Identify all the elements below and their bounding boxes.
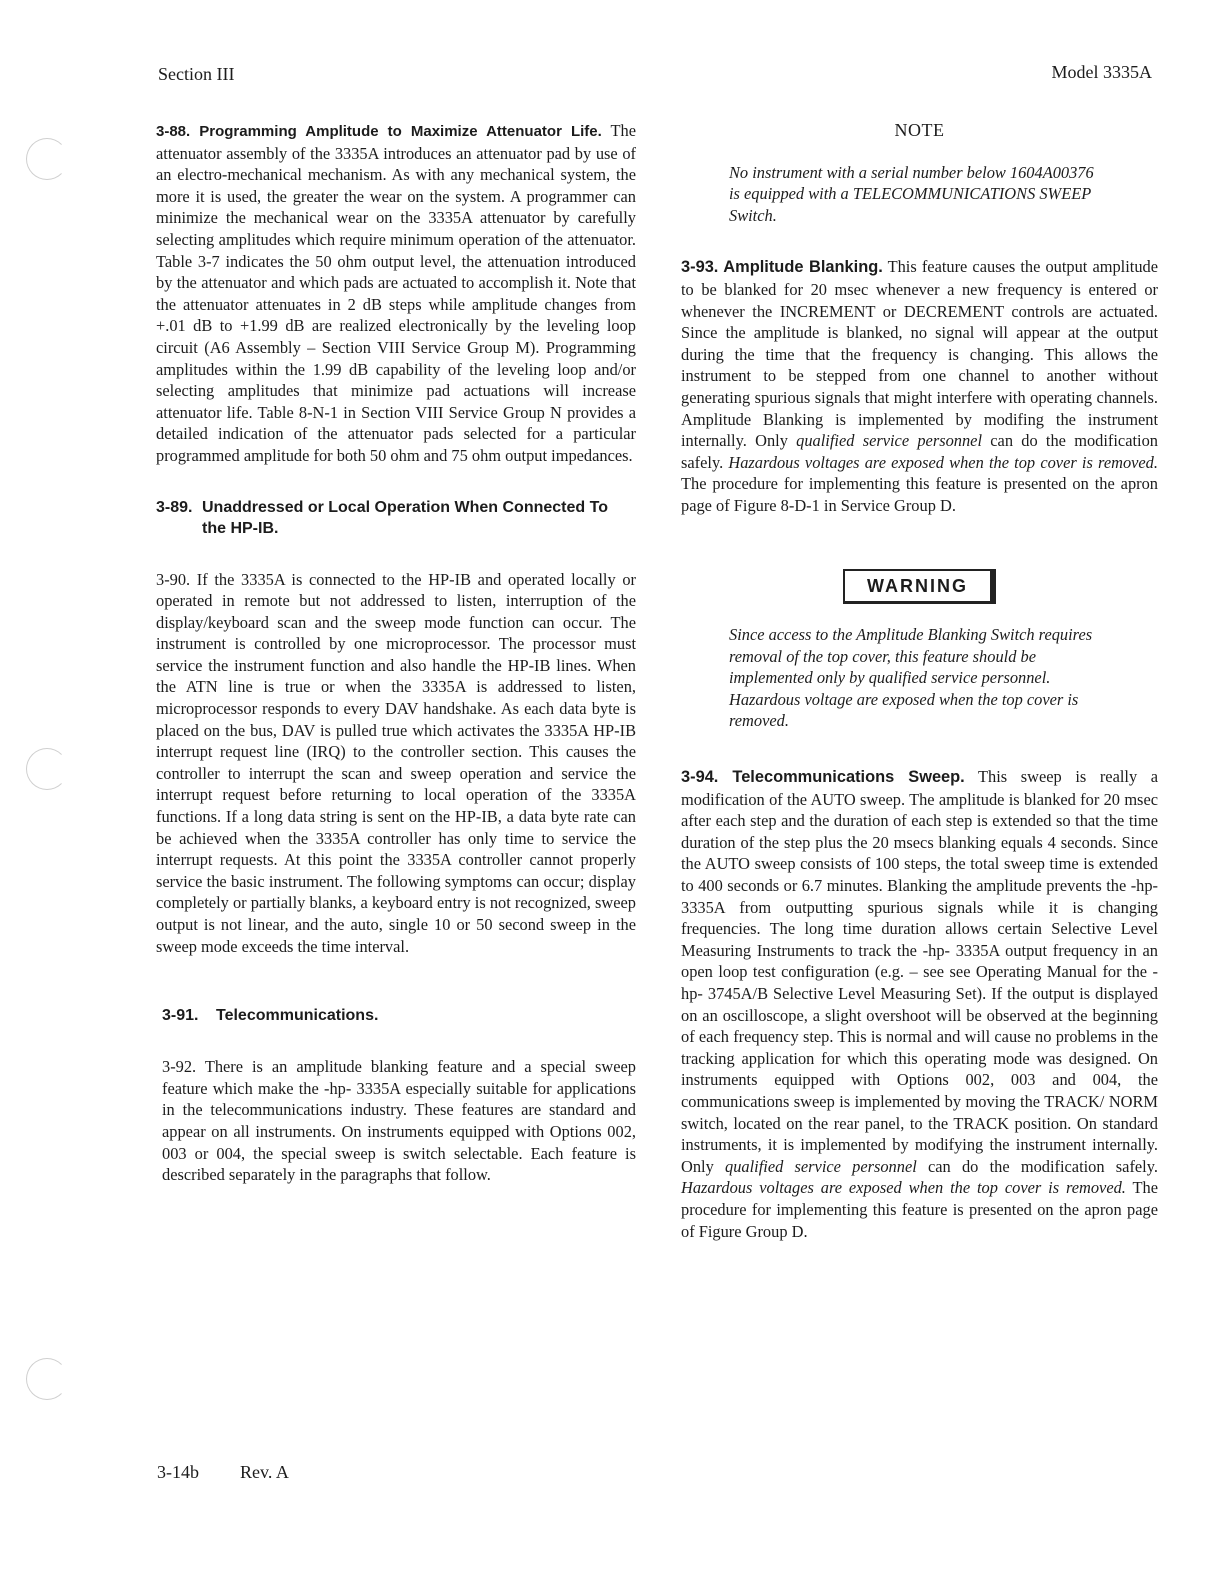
- warning-body: Since access to the Amplitude Blanking Switch requires removal of the top cover, this feature should be implemented only by qualified service personnel. Hazardous voltage are exposed when the top cover is removed.: [729, 625, 1093, 731]
- paragraph-3-93-body-part2: can do the modification safely.: [681, 431, 1158, 472]
- binder-hole-top: [26, 138, 68, 180]
- binder-hole-bottom: [26, 1358, 68, 1400]
- warning-box: [681, 569, 1158, 605]
- paragraph-3-93-emphasis-personnel: qualified service personnel: [796, 431, 983, 451]
- paragraph-3-93: [681, 256, 1158, 516]
- warning-label: WARNING: [843, 569, 996, 605]
- paragraph-3-94-emphasis-personnel: qualified service personnel: [725, 1156, 917, 1176]
- paragraph-3-88-title: 3-88. Programming Amplitude to Maximize Attenuator Life.: [156, 123, 602, 140]
- paragraph-3-94-body-part1: This sweep is really a modification of the AUTO sweep. The amplitude is blanked for 20 msec after each step and the duration of each step is extended so that the time duration of the step plus the 20 msecs blanking equals 4 seconds. Since the AUTO sweep consists of 100 steps, the total sweep time is extended to 400 seconds or 6.7 minutes. Blanking the amplitude prevents the -hp- 3335A from outputting spurious signals while it is changing frequencies. The long time duration allows certain Selective Level Measuring Instruments to track the -hp- 3335A output frequency in an open loop test configuration (e.g. – see see Operating Manual for the -hp- 3745A/B Selective Level Measuring Set). If the output is displayed on an oscilloscope, a slight overshoot will be observed at the beginning of each frequency step. This is normal and will cause no problems in the tracking application for which this operating mode was designed. On instruments equipped with Options 002, 003 and 004, the communications sweep is implemented by moving the TRACK/ NORM switch, located on the rear panel, to the TRACK position. On standard instruments, it is implemented by modifying the instrument internally. Only: [681, 767, 1159, 1176]
- binder-hole-middle: [26, 748, 68, 790]
- paragraph-3-93-title: 3-93. Amplitude Blanking.: [681, 258, 883, 277]
- model-header: Model 3335A: [1051, 62, 1152, 82]
- heading-3-89-number: 3-89.: [156, 498, 193, 516]
- heading-3-91-number: 3-91.: [162, 1007, 199, 1025]
- paragraph-3-94-title: 3-94. Telecommunications Sweep.: [681, 768, 965, 787]
- paragraph-3-88: [156, 120, 636, 467]
- revision-label: Rev. A: [240, 1462, 289, 1482]
- note-body: No instrument with a serial number below 1604A00376 is equipped with a TELECOMMUNICATIONS SWEEP Switch.: [729, 162, 1094, 225]
- paragraph-3-94-body-part2: can do the modification safely.: [928, 1156, 1158, 1176]
- paragraph-3-90: 3-90. If the 3335A is connected to the HP-IB and operated locally or operated in remote but not addressed to listen, interruption of the display/keyboard scan and the sweep mode function can occur. The instrument is controlled by one microprocessor. The processor must service the instrument function and also handle the HP-IB lines. When the ATN line is true or when the 3335A is addressed to listen, microprocessor responds to every DAV handshake. As each data byte is placed on the bus, DAV is pulled true which activates the 3335A HP-IB interrupt request line (IRQ) to the controller section. This causes the controller to interrupt the scan and sweep operation and service the interrupt request before returning to local operation of the 3335A functions. If a long data string is sent on the HP-IB, a data byte rate can be achieved when the 3335A controller has only time to service the interrupt requests. At this point the 3335A controller cannot properly service the basic instrument. The following symptoms can occur; display completely or partially blanks, a keyboard entry is not recognized, sweep output is not linear, and the auto, single 10 or 50 second sweep in the sweep mode exceeds the time interval.: [156, 569, 636, 956]
- heading-3-89-line2: the HP-IB.: [202, 519, 279, 537]
- right-column: [681, 120, 1158, 1242]
- paragraph-3-94: [681, 766, 1158, 1242]
- paragraph-3-94-emphasis-hazard: Hazardous voltages are exposed when the top cover is removed.: [681, 1178, 1126, 1198]
- heading-3-91-title: Telecommunications.: [216, 1007, 379, 1025]
- paragraph-3-93-body-part1: This feature causes the output amplitude to be blanked for 20 msec whenever a new frequency is entered or whenever the INCREMENT or DECREMENT controls are actuated. Since the amplitude is blanked, no signal will appear at the output during the time that the frequency is changing. This allows the instrument to be stepped from one channel to another without generating spurious signals that might interfere with operating channels. Amplitude Blanking is implemented by modifing the instrument internally. Only: [681, 257, 1158, 451]
- paragraph-3-94-body-part3: The procedure for implementing this feature is presented on the apron page of Figure Group D.: [681, 1178, 1158, 1241]
- paragraph-3-88-body: The attenuator assembly of the 3335A introduces an attenuator pad by use of an electro-mechanical mechanism. As with any mechanical system, the more it is used, the greater the wear on the system. A programmer can minimize the mechanical wear on the 3335A attenuator by carefully selecting amplitudes which require minimum operation of the attenuator. Table 3-7 indicates the 50 ohm output level, the attenuation introduced by the attenuator and which pads are actuated to accomplish it. Note that the attenuator attenuates in 2 dB steps while amplitude changes from +.01 dB to +1.99 dB are realized electronically by the leveling loop circuit (A6 Assembly – Section VIII Service Group M). Programming amplitudes within the 1.99 dB capability of the leveling loop and/or selecting amplitudes that minimize pad actuations will increase attenuator life. Table 8-N-1 in Section VIII Service Group N provides a detailed indication of the attenuator pads selected for a particular programmed amplitude for both 50 ohm and 75 ohm output impedances.: [156, 121, 636, 465]
- paragraph-3-92: 3-92. There is an amplitude blanking feature and a special sweep feature which make the -hp- 3335A especially suitable for applications in the telecommunications industry. These features are standard and appear on all instruments. On instruments equipped with Options 002, 003 or 004, the special sweep is switch selectable. Each feature is described separately in the paragraphs that follow.: [162, 1057, 636, 1185]
- heading-3-89-line1: Unaddressed or Local Operation When Connected To: [202, 498, 608, 516]
- heading-3-89: [156, 497, 636, 539]
- paragraph-3-93-emphasis-hazard: Hazardous voltages are exposed when the top cover is removed.: [728, 452, 1158, 472]
- heading-3-91: [162, 1005, 636, 1026]
- page-number: 3-14b: [157, 1462, 199, 1482]
- left-column: [156, 120, 636, 1186]
- paragraph-3-93-body-part3: The procedure for implementing this feature is presented on the apron page of Figure 8-D-1 in Service Group D.: [681, 474, 1158, 515]
- note-title: NOTE: [894, 120, 945, 140]
- section-header: Section III: [158, 64, 235, 84]
